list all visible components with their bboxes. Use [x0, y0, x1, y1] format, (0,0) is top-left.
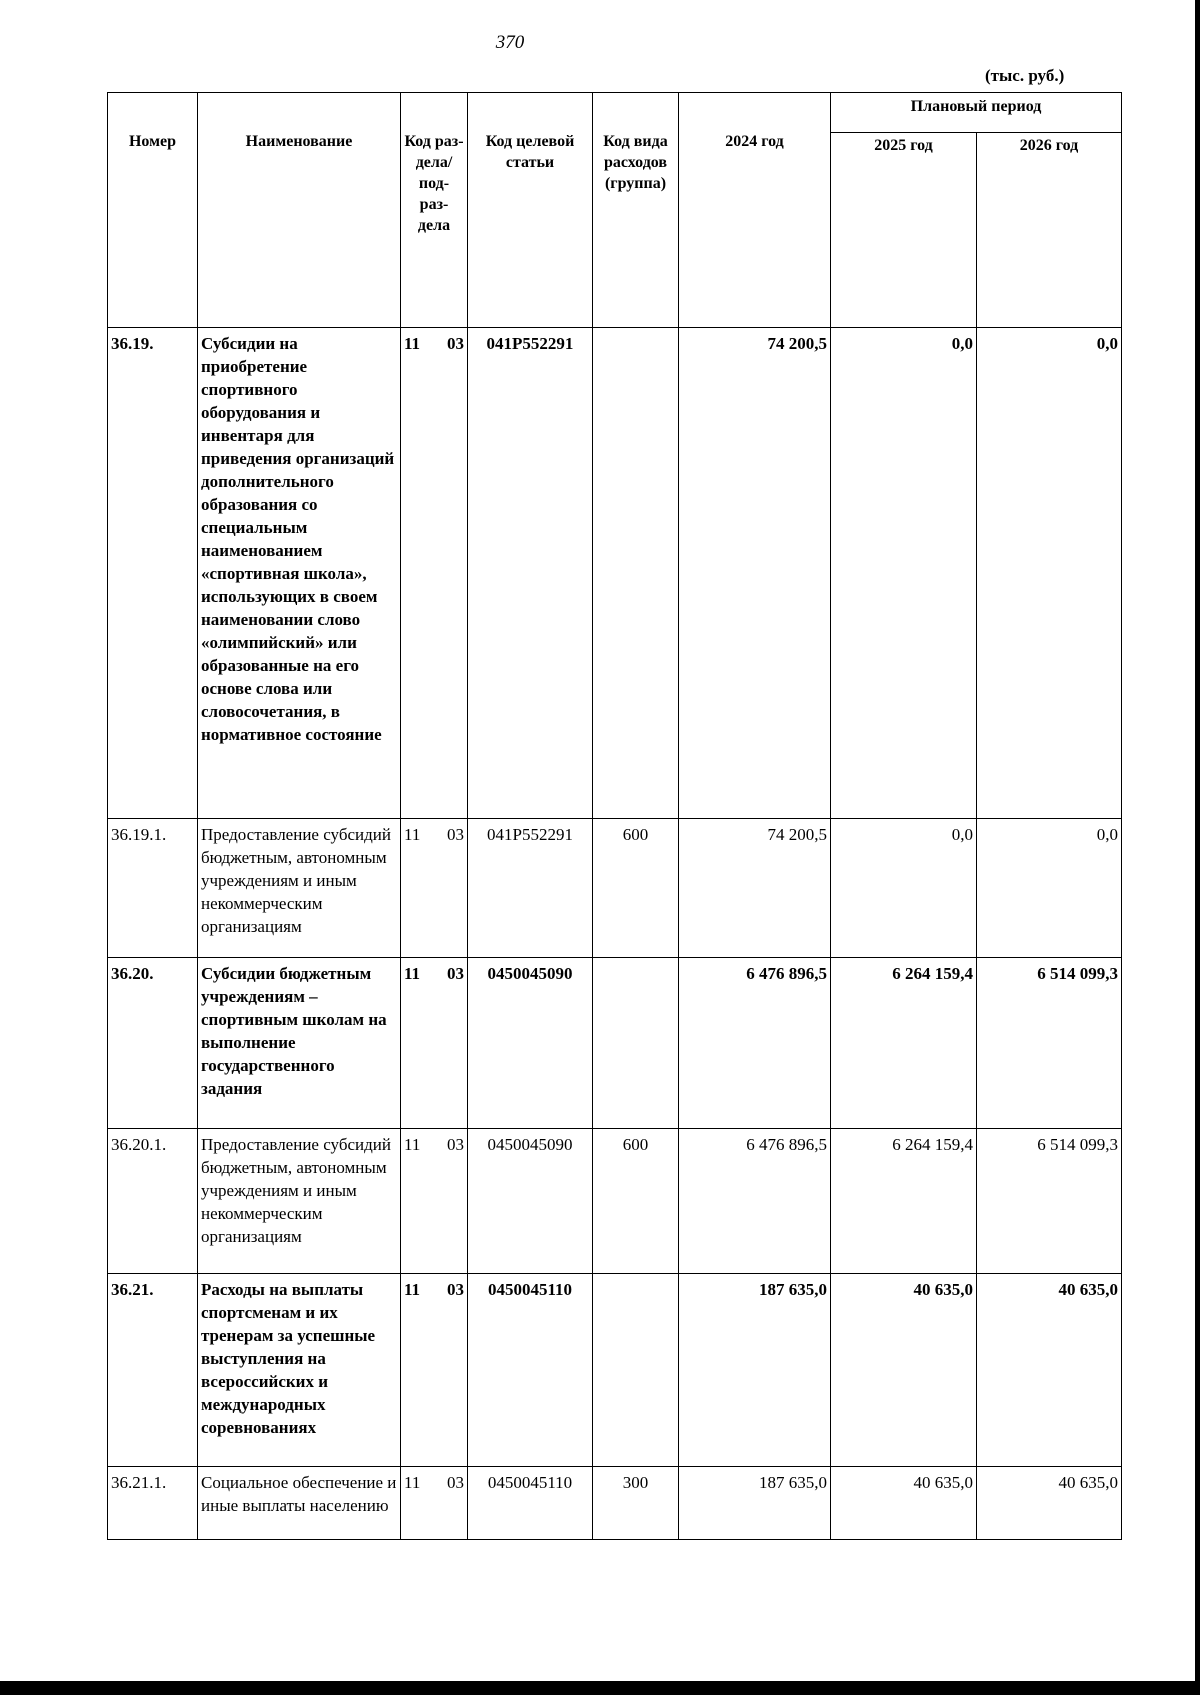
table-row	[108, 1467, 1122, 1540]
table-row	[108, 1274, 1122, 1467]
row-number: 36.20.1.	[108, 1129, 198, 1274]
row-2025: 6 264 159,4	[831, 958, 977, 1129]
row-rz: 11	[404, 1280, 421, 1299]
row-name: Субсидии бюджетным учреждениям – спортивным школам на выполнение государственного задания	[198, 958, 401, 1129]
row-vid: 600	[593, 819, 679, 958]
row-target: 0450045110	[468, 1274, 593, 1467]
row-2024: 187 635,0	[679, 1467, 831, 1540]
header-razdel: Код раз- дела/ под- раз- дела	[401, 93, 468, 328]
row-target: 041Р552291	[468, 328, 593, 819]
row-number: 36.21.1.	[108, 1467, 198, 1540]
header-2026: 2026 год	[977, 133, 1122, 328]
row-2024: 6 476 896,5	[679, 958, 831, 1129]
row-prz: 03	[447, 1473, 464, 1492]
row-vid	[593, 958, 679, 1129]
row-name: Предоставление субсидий бюджетным, автономным учреждениям и иным некоммерческим организациям	[198, 1129, 401, 1274]
row-2024: 6 476 896,5	[679, 1129, 831, 1274]
row-razdel	[401, 819, 468, 958]
row-vid: 600	[593, 1129, 679, 1274]
row-number: 36.20.	[108, 958, 198, 1129]
row-2026: 6 514 099,3	[977, 1129, 1122, 1274]
row-razdel	[401, 1467, 468, 1540]
row-2024: 187 635,0	[679, 1274, 831, 1467]
row-razdel	[401, 958, 468, 1129]
row-2025: 40 635,0	[831, 1274, 977, 1467]
table-row	[108, 328, 1122, 819]
row-rz: 11	[404, 1135, 421, 1154]
row-name: Расходы на выплаты спортсменам и их тренерам за успешные выступления на всероссийских и международных соревнованиях	[198, 1274, 401, 1467]
row-vid	[593, 328, 679, 819]
row-2025: 6 264 159,4	[831, 1129, 977, 1274]
row-number: 36.19.	[108, 328, 198, 819]
row-2026: 40 635,0	[977, 1467, 1122, 1540]
row-rz: 11	[404, 1473, 421, 1492]
row-2024: 74 200,5	[679, 819, 831, 958]
row-2025: 0,0	[831, 328, 977, 819]
header-2024: 2024 год	[679, 93, 831, 328]
row-name: Субсидии на приобретение спортивного оборудования и инвентаря для приведения организаций дополнительного образования со специальным наименованием «спортивная школа», использующих в своем наименовании слово «олимпийский» или образованные на его основе слова или словосочетания, в нормативное состояние	[198, 328, 401, 819]
scan-bottom-band	[0, 1681, 1200, 1695]
row-razdel	[401, 328, 468, 819]
table-row	[108, 1129, 1122, 1274]
budget-table	[107, 92, 1122, 1540]
row-prz: 03	[447, 1280, 464, 1299]
row-vid	[593, 1274, 679, 1467]
row-2026: 0,0	[977, 819, 1122, 958]
row-prz: 03	[447, 1135, 464, 1154]
row-name: Социальное обеспечение и иные выплаты населению	[198, 1467, 401, 1540]
row-target: 0450045090	[468, 1129, 593, 1274]
row-razdel	[401, 1274, 468, 1467]
row-number: 36.21.	[108, 1274, 198, 1467]
header-planned-period: Плановый период	[831, 93, 1122, 133]
row-2026: 0,0	[977, 328, 1122, 819]
row-prz: 03	[447, 825, 464, 844]
row-2024: 74 200,5	[679, 328, 831, 819]
table-row	[108, 819, 1122, 958]
row-rz: 11	[404, 964, 421, 983]
header-vid: Код вида расходов (группа)	[593, 93, 679, 328]
row-rz: 11	[404, 825, 421, 844]
row-rz: 11	[404, 334, 421, 353]
row-target: 0450045110	[468, 1467, 593, 1540]
scan-right-edge	[1195, 0, 1200, 1695]
header-target: Код целевой статьи	[468, 93, 593, 328]
row-2026: 40 635,0	[977, 1274, 1122, 1467]
page-number: 370	[495, 32, 525, 53]
row-prz: 03	[447, 334, 464, 353]
row-target: 041Р552291	[468, 819, 593, 958]
header-2025: 2025 год	[831, 133, 977, 328]
row-prz: 03	[447, 964, 464, 983]
row-razdel	[401, 1129, 468, 1274]
row-number: 36.19.1.	[108, 819, 198, 958]
row-name: Предоставление субсидий бюджетным, автономным учреждениям и иным некоммерческим организациям	[198, 819, 401, 958]
row-2025: 0,0	[831, 819, 977, 958]
row-2026: 6 514 099,3	[977, 958, 1122, 1129]
row-2025: 40 635,0	[831, 1467, 977, 1540]
row-vid: 300	[593, 1467, 679, 1540]
table-row	[108, 958, 1122, 1129]
row-target: 0450045090	[468, 958, 593, 1129]
units-label: (тыс. руб.)	[985, 66, 1065, 85]
header-row	[108, 93, 1122, 133]
header-name: Наименование	[198, 93, 401, 328]
header-number: Номер	[108, 93, 198, 328]
